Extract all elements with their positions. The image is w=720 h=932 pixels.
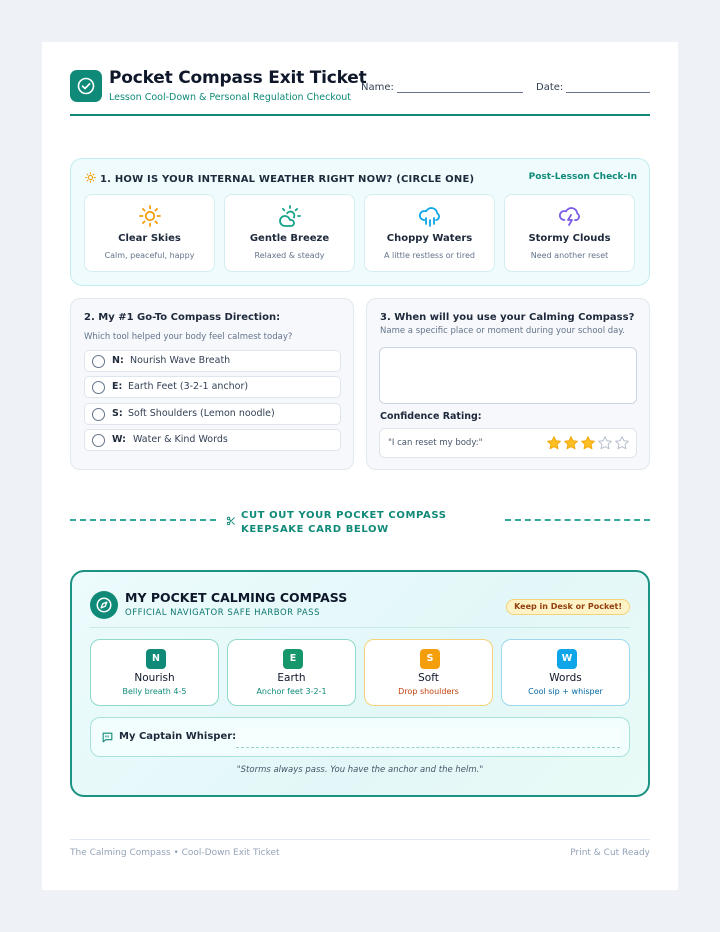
direction-option-west[interactable] [84,429,341,451]
date-field[interactable] [536,82,650,93]
direction-section [70,298,354,470]
direction-card-words [501,639,630,706]
captain-whisper-field [90,717,630,757]
direction-desc: Cool sip + whisper [528,687,603,696]
card-subtitle: OFFICIAL NAVIGATOR SAFE HARBOR PASS [125,608,320,618]
star-empty-icon[interactable] [614,435,630,451]
star-filled-icon[interactable] [563,435,579,451]
weather-option-name: Gentle Breeze [249,233,330,244]
direction-badge: E [283,649,303,669]
direction-card-soft [364,639,493,706]
star-rating[interactable] [545,435,630,455]
option-text: Water & Kind Words [133,434,228,445]
weather-option-clear-skies[interactable] [84,194,215,272]
confidence-prompt: "I can reset my body:" [388,438,483,448]
direction-badge: W [557,649,577,669]
confidence-rating-box [379,428,637,458]
weather-option-desc: A little restless or tired [384,251,475,260]
star-filled-icon[interactable] [546,435,562,451]
weather-option-desc: Calm, peaceful, happy [104,251,195,260]
usage-heading: 3. When will you use your Calming Compass? [380,312,635,323]
weather-section [70,158,650,286]
card-divider [90,627,630,628]
name-label: Name: [361,82,394,93]
star-filled-icon[interactable] [580,435,596,451]
weather-option-desc: Need another reset [530,251,609,260]
star-empty-icon[interactable] [597,435,613,451]
sun-small-icon [85,172,96,183]
footer-left: The Calming Compass • Cool-Down Exit Ticket [70,848,280,858]
header-divider [70,114,650,116]
direction-name: Soft [418,672,439,684]
compass-icon [90,591,118,619]
check-in-tag: Post-Lesson Check-In [528,172,637,182]
weather-option-name: Choppy Waters [386,233,473,244]
date-label: Date: [536,82,564,93]
whisper-input-line[interactable] [236,728,620,748]
option-letter: S: [112,408,123,419]
page-title: Pocket Compass Exit Ticket [109,68,367,88]
weather-option-choppy-waters[interactable] [364,194,495,272]
direction-card-earth [227,639,356,706]
direction-option-south[interactable] [84,403,341,425]
worksheet-page [42,42,678,890]
usage-section [366,298,650,470]
card-quote: "Storms always pass. You have the anchor and the helm." [236,765,484,775]
name-field[interactable] [361,82,523,93]
option-letter: E: [112,381,123,392]
keep-badge: Keep in Desk or Pocket! [506,599,630,615]
check-circle-icon [70,70,102,102]
direction-option-north[interactable] [84,350,341,372]
weather-option-name: Clear Skies [118,233,181,244]
speech-bubble-icon [101,731,114,744]
card-title: MY POCKET CALMING COMPASS [125,590,348,605]
direction-badge: N [146,649,166,669]
direction-option-east[interactable] [84,376,341,398]
rain-cloud-icon [418,204,442,228]
option-text: Nourish Wave Breath [130,355,231,366]
whisper-label: My Captain Whisper: [119,731,237,742]
option-text: Earth Feet (3-2-1 anchor) [128,381,249,392]
sun-icon [138,204,162,228]
direction-name: Nourish [134,672,175,684]
footer-divider [70,839,650,840]
option-text: Soft Shoulders (Lemon noodle) [128,408,275,419]
usage-answer-box[interactable] [379,347,637,404]
cut-instruction: CUT OUT YOUR POCKET COMPASS KEEPSAKE CARD BELOW [241,510,447,535]
radio-button[interactable] [92,434,105,447]
direction-desc: Drop shoulders [398,687,459,696]
direction-question: Which tool helped your body feel calmest today? [84,332,293,342]
keepsake-card [70,570,650,797]
direction-desc: Anchor feet 3-2-1 [256,687,327,696]
header [70,70,650,116]
partly-cloudy-icon [278,204,302,228]
radio-button[interactable] [92,381,105,394]
weather-option-name: Stormy Clouds [528,233,611,244]
direction-heading: 2. My #1 Go-To Compass Direction: [84,312,281,323]
option-letter: W: [112,434,126,445]
storm-cloud-icon [558,204,582,228]
weather-heading: 1. HOW IS YOUR INTERNAL WEATHER RIGHT NOW? (CIRCLE ONE) [85,172,474,185]
radio-button[interactable] [92,355,105,368]
weather-option-gentle-breeze[interactable] [224,194,355,272]
footer-right: Print & Cut Ready [570,848,650,858]
direction-name: Earth [277,672,306,684]
direction-badge: S [420,649,440,669]
page-subtitle: Lesson Cool-Down & Personal Regulation Checkout [109,92,352,103]
cut-line-left [70,519,216,521]
weather-option-stormy-clouds[interactable] [504,194,635,272]
radio-button[interactable] [92,408,105,421]
weather-option-desc: Relaxed & steady [254,251,325,260]
confidence-label: Confidence Rating: [380,411,482,422]
cut-line-right [505,519,650,521]
option-letter: N: [112,355,124,366]
direction-desc: Belly breath 4-5 [122,687,187,696]
direction-name: Words [549,672,582,684]
usage-question: Name a specific place or moment during your school day. [380,326,625,336]
scissors-icon [226,516,236,526]
direction-card-nourish [90,639,219,706]
